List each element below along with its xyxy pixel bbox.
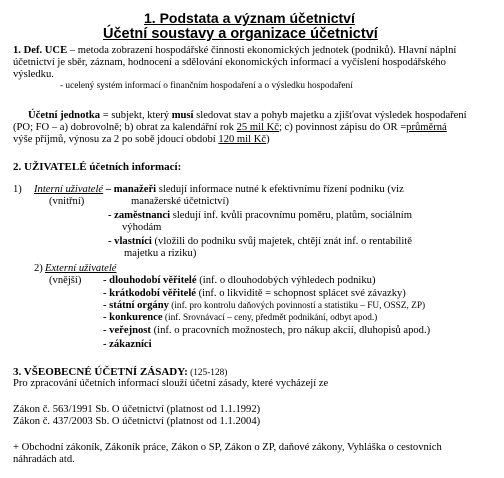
zamestnanci-line [108, 210, 412, 222]
external-item-label: - zákazníci [103, 339, 152, 350]
ucetni-jednotka-label: Účetní jednotka [28, 110, 101, 121]
vlastnici-line [108, 236, 412, 248]
section-3-intro: Pro zpracování účetních informací slouží účetní zásady, které vycházejí ze [13, 378, 329, 389]
ucetni-jednotka-text-2a: (PO; FO – a) dobrovolně; b) obrat za kalendářní rok [13, 122, 237, 133]
external-item-label: - krátkodobí věřitelé [103, 288, 196, 299]
page-subtitle: Účetní soustavy a organizace účetnictví [103, 26, 378, 42]
external-item-text: (inf. pro kontrolu daňových povinností a statistiku – FU, OSSZ, ZP) [168, 301, 426, 311]
amount-25-mil: 25 mil Kč [236, 122, 279, 133]
zamestnanci-text-cont: výhodám [122, 222, 162, 233]
external-item-label: - veřejnost [103, 325, 151, 336]
definition-line-4: - ucelený systém informací o finančním hospodaření a o výsledku hospodaření [60, 81, 353, 91]
other-laws-line-2: náhradách atd. [13, 454, 75, 465]
external-item-text: (inf. o pracovních možnostech, pro nákup akcií, dluhopisů apod.) [150, 325, 431, 336]
prumerna-underlined: průměrná [406, 122, 447, 133]
section-3-heading: 3. VŠEOBECNÉ ÚČETNÍ ZÁSADY: [13, 366, 188, 378]
ucetni-jednotka-line-1 [28, 110, 467, 122]
external-item-text: (inf. Srovnávací – ceny, předmět podnikání, odbyt apod.) [162, 313, 378, 323]
ucetni-jednotka-text-1b: sledovat stav a pohyb majetku a zjišťovat výsledek hospodaření [193, 110, 467, 121]
external-item-text: (inf. o dlouhodobých výhledech podniku) [196, 275, 376, 286]
definition-label: 1. Def. UCE [13, 45, 68, 56]
internal-users-label: Interní uživatelé [34, 184, 104, 195]
ucetni-jednotka-text-3a: výše příjmů, výnosu za 2 po sobě jdoucí období [13, 134, 219, 145]
external-item-label: - dlouhodobí věřitelé [103, 275, 197, 286]
definition-line-3: výsledku. [13, 69, 54, 80]
manazeri-text-cont: manažerské účetnictví) [131, 196, 229, 207]
definition-line-2: účetnictví je sběr, záznam, hodnocení a sdělování ekonomických informací a vyčíslení hospodářského [13, 57, 446, 68]
internal-users-note: (vnitřní) [49, 196, 85, 207]
musi-emphasis: musí [171, 110, 194, 121]
external-item-kratkodobi [103, 288, 406, 300]
vlastnici-text: (vložili do podniku svůj majetek, chtějí znát inf. o rentabilitě [151, 236, 412, 247]
external-item-label: - konkurence [103, 312, 163, 323]
vlastnici-text-cont: majetku a riziku) [124, 248, 197, 259]
external-item-statni-organy [103, 300, 425, 312]
section-3-pages: (125-128) [187, 368, 228, 378]
external-item-verejnost [103, 325, 430, 337]
internal-users-line [34, 184, 404, 196]
zamestnanci-label: - zaměstnanci [108, 210, 171, 221]
zamestnanci-text: sledují inf. kvůli pracovnímu poměru, platům, sociálním [170, 210, 412, 221]
external-item-konkurence [103, 312, 377, 324]
external-item-zakaznici [103, 339, 152, 351]
external-users-label: Externí uživatelé [45, 263, 117, 274]
section-2-heading: 2. UŽIVATELÉ účetních informací: [13, 161, 182, 173]
ucetni-jednotka-text-1a: = subjekt, který [100, 110, 172, 121]
ucetni-jednotka-text-3b: ) [266, 134, 270, 145]
ucetni-jednotka-line-3 [13, 134, 270, 146]
external-item-dlouhodobi [103, 275, 375, 287]
external-item-label: - státní orgány [103, 300, 169, 311]
ucetni-jednotka-text-2b: ; c) povinnost zápisu do OR = [278, 122, 407, 133]
law-2: Zákon č. 437/2003 Sb. O účetnictví (platnost od 1.1.2004) [13, 416, 261, 427]
law-1: Zákon č. 563/1991 Sb. O účetnictví (platnost od 1.1.1992) [13, 404, 261, 415]
external-item-text: (inf. o likviditě = schopnost splácet své závazky) [195, 288, 406, 299]
page-title: 1. Podstata a význam účetnictví [144, 10, 355, 26]
ucetni-jednotka-line-2 [13, 122, 447, 134]
amount-120-mil: 120 mil Kč [218, 134, 267, 145]
vlastnici-label: - vlastníci [108, 236, 152, 247]
manazeri-label: – manažeři [103, 184, 157, 195]
external-users-num: 2) [34, 263, 43, 274]
other-laws-line-1: + Obchodní zákoník, Zákoník práce, Zákon o SP, Zákon o ZP, daňové zákony, Vyhláška o cestovních [13, 442, 442, 453]
internal-users-num: 1) [13, 184, 22, 195]
manazeri-text: sledují informace nutné k efektivnímu řízení podniku (viz [156, 184, 404, 195]
definition-text-1: – metoda zobrazení hospodářské činnosti ekonomických jednotek (podniků). Hlavní náplní [67, 45, 457, 56]
definition-line-1 [13, 45, 456, 57]
external-users-note: (vnější) [49, 275, 82, 286]
